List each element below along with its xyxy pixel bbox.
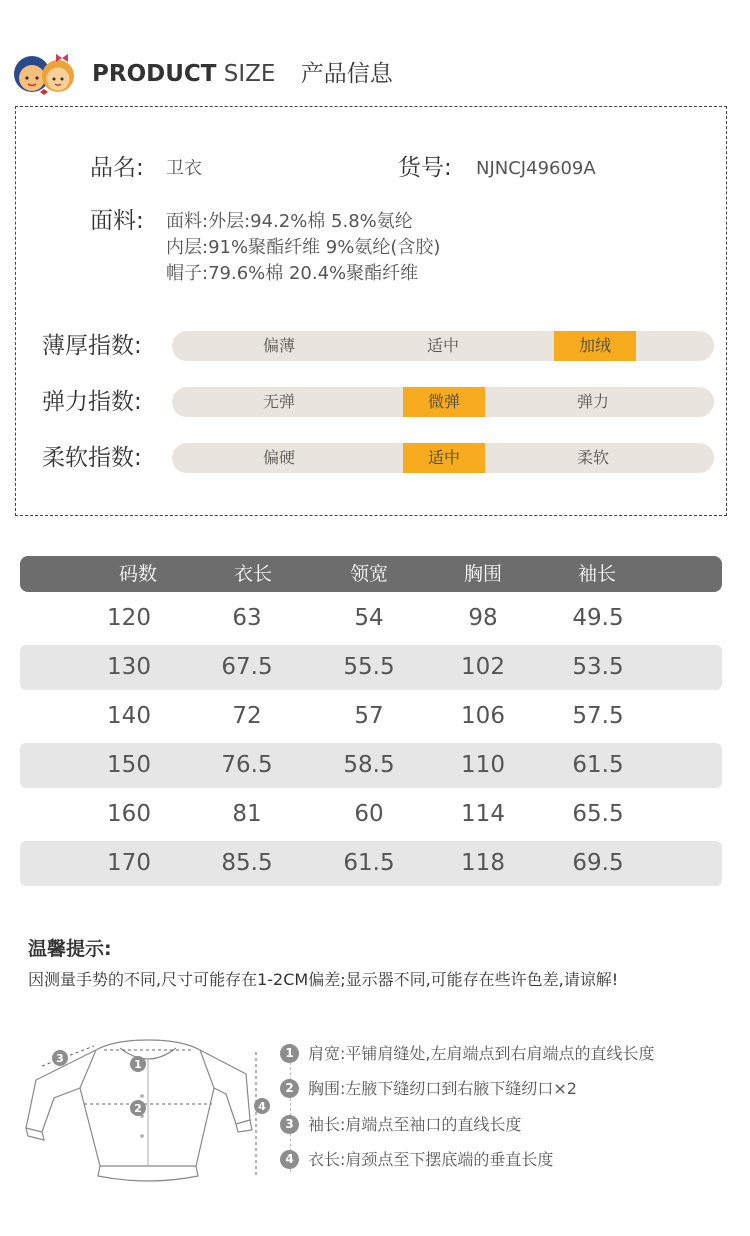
legend-number: 2 <box>280 1079 299 1098</box>
table-cell: 65.5 <box>572 801 624 827</box>
table-cell: 61.5 <box>343 850 395 876</box>
table-cell: 170 <box>107 850 151 876</box>
table-row <box>20 743 722 788</box>
scale-option-selected: 微弹 <box>403 387 485 417</box>
code-value: NJNCJ49609A <box>476 158 596 179</box>
scale-option: 弹力 <box>576 392 609 411</box>
softness-label: 柔软指数: <box>42 445 142 471</box>
header-cell: 胸围 <box>463 563 503 585</box>
title-cn: 产品信息 <box>300 61 393 87</box>
fabric-line: 帽子:79.6%棉 20.4%聚酯纤维 <box>166 263 419 284</box>
table-row <box>20 596 722 641</box>
table-cell: 160 <box>107 801 151 827</box>
elasticity-scale <box>172 387 714 417</box>
thickness-label: 薄厚指数: <box>42 333 142 359</box>
svg-text:3: 3 <box>56 1052 64 1065</box>
table-cell: 102 <box>461 654 505 680</box>
table-row <box>20 792 722 837</box>
legend-text: 袖长:肩端点至袖口的直线长度 <box>308 1115 522 1134</box>
fabric-label: 面料: <box>90 208 144 234</box>
table-cell: 150 <box>107 752 151 778</box>
name-label: 品名: <box>90 155 144 181</box>
thickness-scale <box>172 331 714 361</box>
table-cell: 81 <box>232 801 262 827</box>
table-cell: 120 <box>107 605 151 631</box>
svg-text:1: 1 <box>134 1058 142 1071</box>
header-cell: 领宽 <box>349 563 389 585</box>
scale-option: 偏薄 <box>262 336 295 355</box>
legend-text: 肩宽:平铺肩缝处,左肩端点到右肩端点的直线长度 <box>308 1044 655 1063</box>
legend-number: 4 <box>280 1150 299 1169</box>
table-cell: 85.5 <box>221 850 273 876</box>
legend-text: 胸围:左腋下缝纫口到右腋下缝纫口×2 <box>308 1079 577 1098</box>
table-cell: 140 <box>107 703 151 729</box>
header-cell: 衣长 <box>233 563 273 585</box>
tips-text: 因测量手势的不同,尺寸可能存在1-2CM偏差;显示器不同,可能存在些许色差,请谅解! <box>28 970 619 989</box>
code-label: 货号: <box>398 155 452 181</box>
title-light: SIZE <box>223 61 276 87</box>
tips-title: 温馨提示: <box>28 938 112 960</box>
table-cell: 53.5 <box>572 654 624 680</box>
table-cell: 60 <box>354 801 384 827</box>
table-row <box>20 694 722 739</box>
table-cell: 49.5 <box>572 605 624 631</box>
svg-text:2: 2 <box>134 1102 142 1115</box>
table-cell: 67.5 <box>221 654 273 680</box>
table-cell: 106 <box>461 703 505 729</box>
name-value: 卫衣 <box>166 158 202 179</box>
table-cell: 118 <box>461 850 505 876</box>
sweatshirt-diagram-icon <box>18 1036 278 1186</box>
header-cell: 袖长 <box>577 563 617 585</box>
table-cell: 61.5 <box>572 752 624 778</box>
table-cell: 54 <box>354 605 384 631</box>
size-table <box>20 556 722 886</box>
scale-option: 无弹 <box>262 392 295 411</box>
legend-number: 3 <box>280 1115 299 1134</box>
table-row <box>20 645 722 690</box>
page-title <box>92 58 393 90</box>
table-cell: 58.5 <box>343 752 395 778</box>
table-cell: 130 <box>107 654 151 680</box>
softness-scale <box>172 443 714 473</box>
measurement-legend <box>278 1040 738 1176</box>
table-cell: 55.5 <box>343 654 395 680</box>
scale-option: 柔软 <box>576 448 609 467</box>
product-info-box <box>15 106 727 516</box>
table-cell: 72 <box>232 703 262 729</box>
table-cell: 76.5 <box>221 752 273 778</box>
table-cell: 110 <box>461 752 505 778</box>
svg-text:4: 4 <box>258 1100 266 1113</box>
scale-option: 偏硬 <box>262 448 295 467</box>
elasticity-label: 弹力指数: <box>42 389 142 415</box>
fabric-line: 内层:91%聚酯纤维 9%氨纶(含胶) <box>166 237 441 258</box>
scale-option: 适中 <box>426 336 459 355</box>
table-cell: 98 <box>468 605 498 631</box>
header-cell: 码数 <box>118 563 158 585</box>
legend-number: 1 <box>280 1044 299 1063</box>
scale-option-selected: 适中 <box>403 443 485 473</box>
scale-option-selected: 加绒 <box>554 331 636 361</box>
table-cell: 114 <box>461 801 505 827</box>
brand-logo-icon <box>10 48 78 98</box>
fabric-line: 面料:外层:94.2%棉 5.8%氨纶 <box>166 211 413 232</box>
table-cell: 63 <box>232 605 262 631</box>
table-cell: 57 <box>354 703 384 729</box>
title-bold: PRODUCT <box>92 61 217 87</box>
table-row <box>20 841 722 886</box>
table-cell: 69.5 <box>572 850 624 876</box>
table-cell: 57.5 <box>572 703 624 729</box>
legend-text: 衣长:肩颈点至下摆底端的垂直长度 <box>308 1150 554 1169</box>
table-header <box>20 556 722 592</box>
